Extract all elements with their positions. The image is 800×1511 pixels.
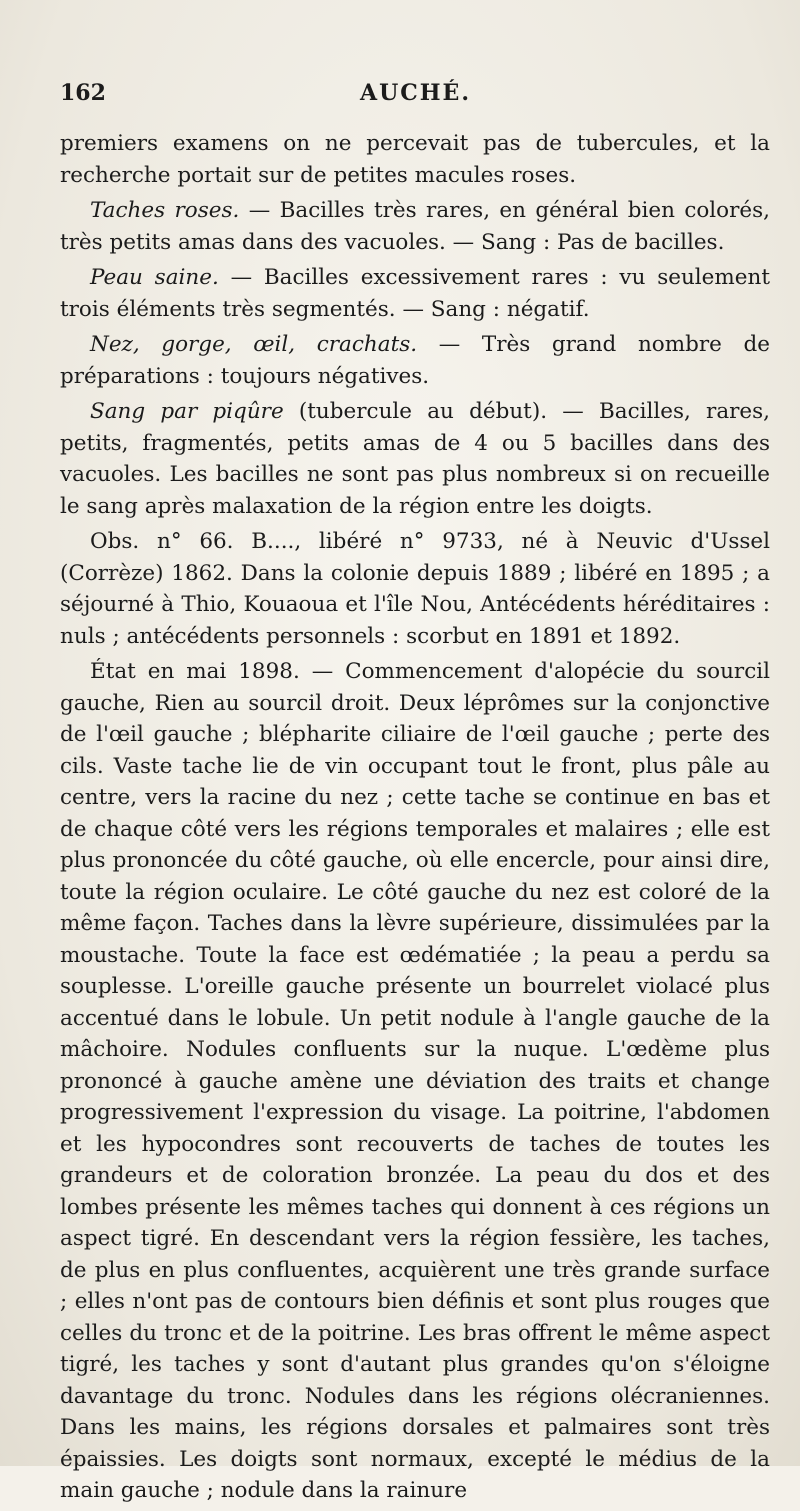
paragraph-peau-saine bbox=[60, 262, 770, 325]
paragraph-observation-66 bbox=[60, 526, 770, 652]
body-text bbox=[60, 128, 770, 1511]
paragraph-continuation bbox=[60, 128, 770, 191]
running-head: AUCHÉ. bbox=[360, 80, 471, 106]
paragraph-text: — Très grand nombre de préparations : toujours négatives. bbox=[60, 332, 771, 389]
paragraph-taches-roses bbox=[60, 195, 770, 258]
paragraph-text: (tubercule au début). — Bacilles, rares, petits, fragmentés, petits amas de 4 ou 5 bacilles dans des vacuoles. Les bacilles ne sont pas plus nombreux si on recueille le sang après malaxation de la région entre les doigts. bbox=[60, 399, 771, 519]
paragraph-etat-mai-1898 bbox=[60, 656, 770, 1507]
paragraph-lead: Sang par piqûre bbox=[90, 399, 284, 424]
paragraph-sang-piqure bbox=[60, 396, 770, 522]
page-number: 162 bbox=[60, 80, 106, 106]
paragraph-text: premiers examens on ne percevait pas de tubercules, et la recherche portait sur de petites macules roses. bbox=[60, 131, 770, 188]
page-header bbox=[60, 80, 760, 120]
paragraph-text: État en mai 1898. — Commencement d'alopécie du sourcil gauche, Rien au sourcil droit. Deux léprômes sur la conjonctive de l'œil gauche ; blépharite ciliaire de l'œil gauche ; perte des cils. Vaste tache lie de vin occupant tout le front, plus pâle au centre, vers la racine du nez ; cette tache se continue en bas et de chaque côté vers les régions temporales et malaires ; elle est plus prononcée du côté gauche, où elle encercle, pour ainsi dire, toute la région oculaire. Le côté gauche du nez est coloré de la même façon. Taches dans la lèvre supérieure, dissimulées par la moustache. Toute la face est œdématiée ; la peau a perdu sa souplesse. L'oreille gauche présente un bourrelet violacé plus accentué dans le lobule. Un petit nodule à l'angle gauche de la mâchoire. Nodules confluents sur la nuque. L'œdème plus prononcé à gauche amène une déviation des traits et change progressivement l'expression du visage. La poitrine, l'abdomen et les hypocondres sont recouverts de taches de toutes les grandeurs et de coloration bronzée. La peau du dos et des lombes présente les mêmes taches qui donnent à ces régions un aspect tigré. En descendant vers la région fessière, les taches, de plus en plus confluentes, acquièrent une très grande surface ; elles n'ont pas de contours bien définis et sont plus rouges que celles du tronc et de la poitrine. Les bras offrent le même aspect tigré, les taches y sont d'autant plus grandes qu'on s'éloigne davantage du tronc. Nodules dans les régions olécraniennes. Dans les mains, les régions dorsales et palmaires sont très épaissies. Les doigts sont normaux, excepté le médius de la main gauche ; nodule dans la rainure bbox=[60, 659, 770, 1503]
paragraph-nez-gorge bbox=[60, 329, 770, 392]
paragraph-lead: Peau saine. bbox=[90, 265, 219, 290]
paragraph-text: — Bacilles très rares, en général bien colorés, très petits amas dans des vacuoles. — Sang : Pas de bacilles. bbox=[60, 198, 770, 255]
paragraph-lead: Nez, gorge, œil, crachats. bbox=[90, 332, 418, 357]
paragraph-text: Obs. n° 66. B...., libéré n° 9733, né à Neuvic d'Ussel (Corrèze) 1862. Dans la colonie depuis 1889 ; libéré en 1895 ; a séjourné à Thio, Kouaoua et l'île Nou, Antécédents héréditaires : nuls ; antécédents personnels : scorbut en 1891 et 1892. bbox=[60, 529, 770, 649]
paragraph-lead: Taches roses. bbox=[90, 198, 240, 223]
paragraph-text: — Bacilles excessivement rares : vu seulement trois éléments très segmentés. — Sang : négatif. bbox=[60, 265, 771, 322]
